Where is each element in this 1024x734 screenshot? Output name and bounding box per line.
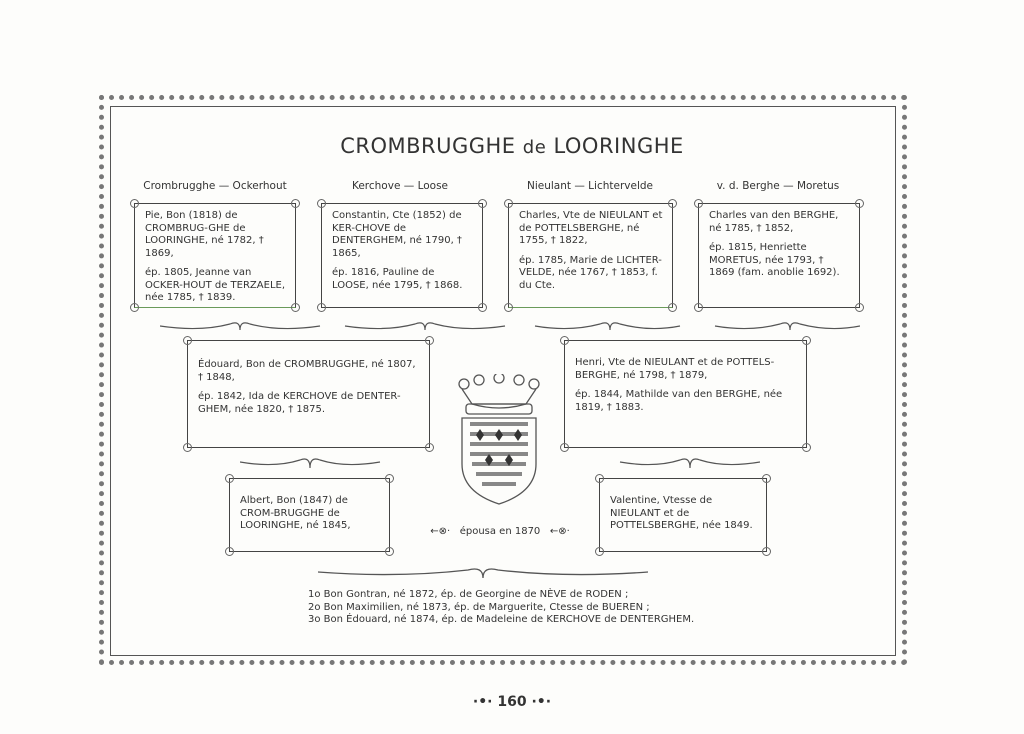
ornament-right-icon: ←⊗· bbox=[549, 526, 570, 537]
person-text: Albert, Bon (1847) de CROM-BRUGGHE de LOORINGHE, né 1845, bbox=[240, 495, 351, 531]
person-box-henri bbox=[564, 340, 807, 448]
spouse-text: ép. 1816, Pauline de LOOSE, née 1795, † 1868. bbox=[332, 267, 463, 291]
brace-connectors-gen1 bbox=[160, 318, 860, 340]
marriage-label: ←⊗· épousa en 1870 ←⊗· bbox=[430, 526, 570, 537]
person-text: Constantin, Cte (1852) de KER-CHOVE de DENTERGHEM, né 1790, † 1865, bbox=[332, 210, 462, 259]
spouse-text: ép. 1815, Henriette MORETUS, née 1793, † 1869 (fam. anoblie 1692). bbox=[709, 242, 840, 278]
brace-connector-children bbox=[318, 564, 648, 584]
column-head-3: Nieulant — Lichtervelde bbox=[527, 180, 653, 192]
person-box-berghe-gen1 bbox=[698, 203, 860, 308]
list-item: 1o Bon Gontran, né 1872, ép. de Georgine de NÈVE de RODEN ; bbox=[308, 589, 629, 600]
person-box-crombrugghe-gen1 bbox=[134, 203, 296, 308]
spouse-text: ép. 1805, Jeanne van OCKER-HOUT de TERZAELE, née 1785, † 1839. bbox=[145, 267, 286, 303]
person-box-edouard bbox=[187, 340, 430, 448]
person-box-nieulant-gen1 bbox=[508, 203, 673, 308]
person-text: Charles van den BERGHE, né 1785, † 1852, bbox=[709, 210, 839, 234]
person-box-valentine bbox=[599, 478, 767, 552]
list-item: 2o Bon Maximilien, né 1873, ép. de Marguerite, Ctesse de BUEREN ; bbox=[308, 601, 650, 613]
spouse-text: ép. 1842, Ida de KERCHOVE de DENTER-GHEM, née 1820, † 1875. bbox=[198, 391, 401, 415]
spouse-text: ép. 1844, Mathilde van den BERGHE, née 1819, † 1883. bbox=[575, 389, 783, 413]
column-head-1: Crombrugghe — Ockerhout bbox=[143, 180, 287, 192]
brace-connectors-gen2 bbox=[240, 454, 760, 476]
column-head-4: v. d. Berghe — Moretus bbox=[716, 180, 840, 192]
person-text: Édouard, Bon de CROMBRUGGHE, né 1807, † 1848, bbox=[198, 359, 416, 383]
page-number: ·•· 160 ·•· bbox=[472, 694, 552, 710]
coat-of-arms-icon bbox=[452, 374, 546, 506]
spouse-text: ép. 1785, Marie de LICHTER-VELDE, née 1767, † 1853, f. du Cte. bbox=[519, 254, 662, 291]
children-list bbox=[308, 589, 694, 627]
list-item: 3o Bon Édouard, né 1874, ép. de Madeleine de KERCHOVE de DENTERGHEM. bbox=[308, 614, 695, 625]
person-text: Henri, Vte de NIEULANT et de POTTELS-BERGHE, né 1798, † 1879, bbox=[575, 357, 775, 381]
column-head-2: Kerchove — Loose bbox=[351, 180, 449, 192]
person-box-albert bbox=[229, 478, 390, 552]
page-title: CROMBRUGGHE de LOORINGHE bbox=[340, 134, 684, 158]
ornament-left-icon: ←⊗· bbox=[430, 526, 451, 537]
person-text: Valentine, Vtesse de NIEULANT et de POTTELSBERGHE, née 1849. bbox=[610, 495, 753, 531]
person-text: Pie, Bon (1818) de CROMBRUG-GHE de LOORINGHE, né 1782, † 1869, bbox=[145, 210, 264, 259]
person-text: Charles, Vte de NIEULANT et de POTTELSBERGHE, né 1755, † 1822, bbox=[519, 210, 663, 246]
person-box-kerchove-gen1 bbox=[321, 203, 483, 308]
